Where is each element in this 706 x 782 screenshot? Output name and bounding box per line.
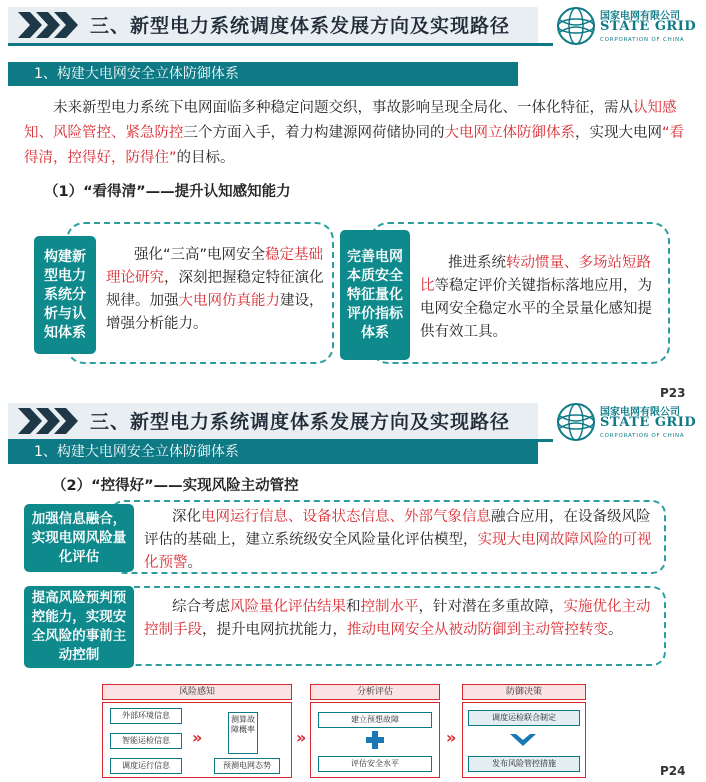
- state-grid-globe-icon: [556, 6, 596, 46]
- flow-col2-head: 分析评估: [310, 684, 440, 700]
- intro-paragraph: [24, 96, 688, 171]
- intro-text-4: 的目标。: [176, 150, 235, 166]
- card2-text-1: 推进系统: [448, 255, 506, 271]
- row2-highlight-1: 风险量化评估结果: [230, 599, 346, 615]
- subheading: （2）“控得好”——实现风险主动管控: [52, 478, 299, 494]
- page-number: P23: [660, 386, 686, 400]
- flow-col1-head: 风险感知: [102, 684, 292, 700]
- flow-item: 调度运检联合制定: [468, 710, 580, 726]
- chevron-arrows-icon: [18, 408, 82, 434]
- flow-item-center: 测算故障概率: [228, 712, 258, 754]
- row2-text: [144, 596, 660, 642]
- card1-highlight-2: 大电网仿真能力: [178, 293, 280, 309]
- state-grid-logo: [556, 4, 696, 48]
- row2-highlight-2: 控制水平: [360, 599, 419, 615]
- card2-highlight-1: 转动惯量、多场站短路比: [420, 255, 651, 294]
- card2-tag: 完善电网本质安全特征量化评价指标体系: [340, 230, 410, 360]
- card1-tag: 构建新型电力系统分析与认知体系: [34, 236, 96, 354]
- header-title: 三、新型电力系统调度体系发展方向及实现路径: [90, 15, 511, 37]
- card1-text-1: 强化“三高”电网安全: [134, 247, 266, 263]
- flow-item: 建立预想故障: [318, 712, 432, 728]
- row2-tag: 提高风险预判预控能力，实现安全风险的事前主动控制: [24, 586, 134, 668]
- row1-highlight-2: 实现大电网故障风险的可视化预警: [144, 532, 652, 571]
- plus-icon: [366, 731, 384, 749]
- slide1-header: [0, 0, 706, 50]
- row2-text-3: ，针对潜在多重故障，: [418, 599, 564, 615]
- row2-highlight-3: 实施优化主动控制手段: [144, 599, 651, 638]
- flow-item: 调度运行信息: [110, 758, 182, 774]
- flow-item: 发布风险管控措施: [468, 756, 580, 772]
- logo-en: STATE GRID: [600, 19, 697, 34]
- chevron-right-icon: »: [192, 728, 203, 747]
- row1-text-1: 深化: [172, 509, 201, 525]
- row1-tag: 加强信息融合，实现电网风险量化评估: [24, 504, 134, 572]
- flow-item: 外部环境信息: [110, 708, 182, 724]
- card1-text-2: ，深刻把握稳定特征演化规律。加强: [106, 270, 324, 309]
- row1-text: [144, 506, 660, 575]
- header-underline: [8, 43, 553, 46]
- flow-item: 评估安全水平: [318, 756, 432, 772]
- card2-text-2: 等稳定评价关键指标落地应用，为电网安全稳定水平的全景量化感知提供有效工具。: [420, 278, 652, 340]
- row2-text-5: 。: [608, 622, 623, 638]
- intro-text-2: 三个方面入手，着力构建源网荷储协同的: [183, 125, 445, 141]
- state-grid-globe-icon: [556, 402, 596, 442]
- state-grid-logo: [556, 400, 696, 444]
- row2-text-4: ，提升电网抗扰能力，: [202, 622, 347, 638]
- chevron-right-icon: »: [296, 728, 307, 747]
- logo-sub: CORPORATION OF CHINA: [600, 433, 685, 439]
- section-heading: 1、构建大电网安全立体防御体系: [8, 440, 538, 464]
- row2-text-2: 和: [346, 599, 361, 615]
- logo-sub: CORPORATION OF CHINA: [600, 37, 685, 43]
- intro-highlight-2: 大电网立体防御体系: [444, 125, 575, 141]
- flow-col3-head: 防御决策: [462, 684, 586, 700]
- chevron-right-icon: »: [446, 728, 457, 747]
- logo-cn: 国家电网有限公司: [600, 407, 680, 418]
- page-number: P24: [660, 764, 686, 778]
- card1-text: [106, 244, 326, 336]
- intro-highlight-3: “看得清，控得好，防得住”: [24, 125, 685, 166]
- row1-text-3: 。: [187, 555, 202, 571]
- chevron-arrows-icon: [18, 12, 82, 38]
- header-title: 三、新型电力系统调度体系发展方向及实现路径: [90, 411, 511, 433]
- subheading: （1）“看得清”——提升认知感知能力: [44, 184, 291, 200]
- card2-text: [420, 252, 664, 344]
- flow-item: 智能运检信息: [110, 733, 182, 749]
- flow-item-bottom: 预测电网态势: [214, 758, 280, 774]
- row2-text-1: 综合考虑: [172, 599, 230, 615]
- logo-en: STATE GRID: [600, 415, 697, 430]
- slide2-header: [0, 396, 706, 446]
- logo-cn: 国家电网有限公司: [600, 11, 680, 22]
- card1-text-3: 建设，增强分析能力。: [106, 293, 324, 332]
- down-chevron-icon: [510, 734, 536, 746]
- intro-highlight-1: 认知感知、风险管控、紧急防控: [24, 100, 677, 141]
- row1-text-2: 融合应用，在设备级风险评估的基础上，建立系统级安全风险量化评估模型，: [144, 509, 651, 548]
- intro-text-1: 未来新型电力系统下电网面临多种稳定问题交织，事故影响呈现全局化、一体化特征，需从: [53, 100, 633, 116]
- section-heading: 1、构建大电网安全立体防御体系: [8, 62, 518, 86]
- intro-text-3: ，实现大电网: [575, 125, 662, 141]
- row2-highlight-4: 推动电网安全从被动防御到主动管控转变: [347, 622, 608, 638]
- card1-highlight-1: 稳定基础理论研究: [106, 247, 324, 286]
- row1-highlight-1: 电网运行信息、设备状态信息、外部气象信息: [201, 509, 491, 525]
